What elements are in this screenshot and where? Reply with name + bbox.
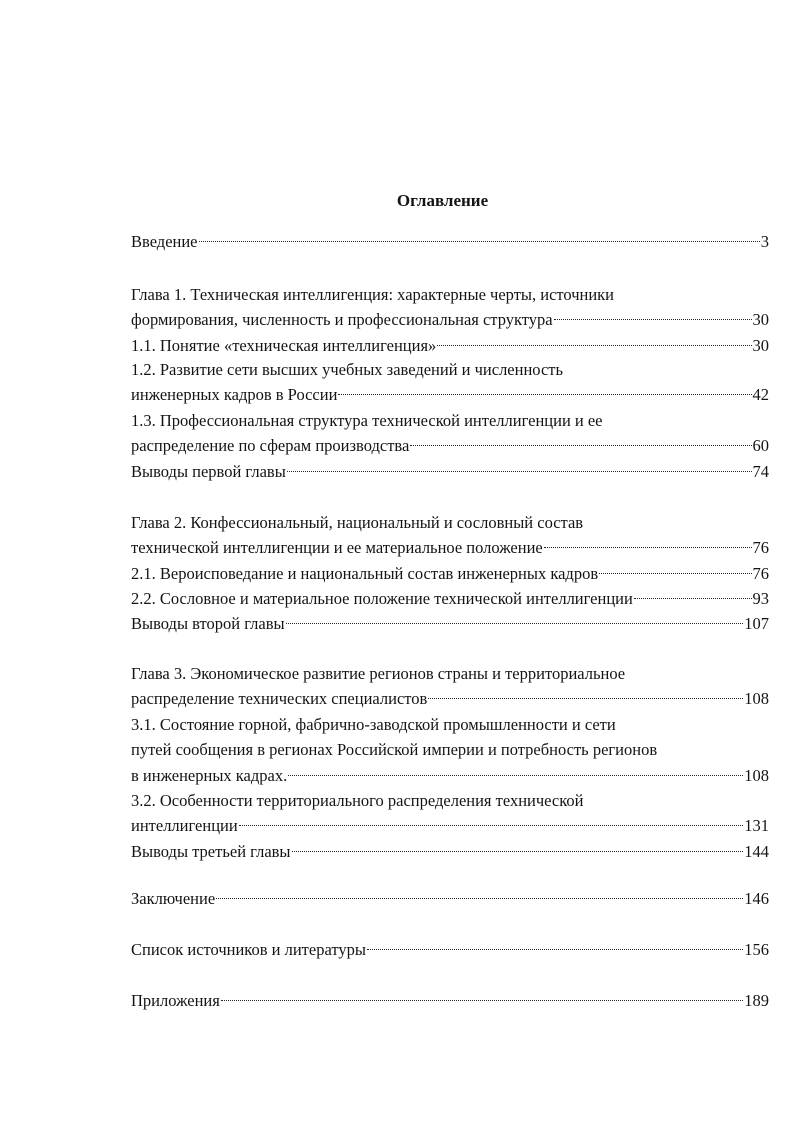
toc-entry-line [131, 433, 769, 458]
dot-leader [286, 623, 744, 624]
toc-entry-text: путей сообщения в регионах Российской империи и потребность регионов [131, 740, 658, 760]
toc-entry [131, 561, 769, 586]
toc-entry-text: в инженерных кадрах. [131, 765, 288, 785]
dot-leader [288, 775, 743, 776]
toc-entry-line [131, 459, 769, 484]
toc-page-number: 76 [752, 564, 769, 583]
toc-page-number: 108 [744, 765, 769, 785]
dot-leader [239, 825, 744, 826]
toc-entry-line [131, 561, 769, 586]
toc-entry-text: формирования, численность и профессиональная структура [131, 310, 553, 330]
toc-entry-line [131, 307, 769, 332]
toc-entry [131, 333, 769, 358]
toc-entry [131, 586, 769, 611]
toc-entry [131, 229, 769, 254]
toc-page-number: 42 [752, 385, 769, 405]
toc-entry [131, 937, 769, 962]
toc-entry-line [131, 661, 769, 686]
toc-entry-line [131, 382, 769, 407]
toc-entry-line [131, 937, 769, 962]
toc-entry-text: инженерных кадров в России [131, 385, 338, 405]
toc-entry [131, 357, 769, 408]
toc-entry-line [131, 988, 769, 1013]
toc-entry [131, 510, 769, 561]
dot-leader [292, 851, 744, 852]
toc-page-number: 131 [744, 816, 769, 836]
dot-leader [287, 471, 752, 472]
toc-page-number: 30 [752, 310, 769, 330]
toc-entry-text: Глава 3. Экономическое развитие регионов страны и территориальное [131, 664, 626, 683]
toc-entry-line [131, 611, 769, 636]
dot-leader [410, 445, 751, 446]
toc-entry-line [131, 712, 769, 737]
toc-entry [131, 408, 769, 459]
toc-entry-text: Заключение [131, 889, 216, 908]
toc-entry-line [131, 229, 769, 254]
toc-entry [131, 661, 769, 712]
toc-entry-text: 3.2. Особенности территориального распределения технической [131, 791, 584, 810]
toc-page-number: 107 [744, 614, 769, 633]
toc-page-number: 30 [752, 336, 769, 355]
toc-page-number: 3 [760, 232, 769, 251]
toc-page-number: 74 [752, 462, 769, 481]
toc-entry-text: распределение технических специалистов [131, 689, 428, 709]
dot-leader [544, 547, 752, 548]
toc-entry-line [131, 282, 769, 307]
toc-entry-text: Приложения [131, 991, 220, 1010]
toc-page-number: 93 [752, 589, 769, 608]
toc-entry-line [131, 535, 769, 560]
toc-entry-text: Глава 1. Техническая интеллигенция: характерные черты, источники [131, 285, 615, 304]
dot-leader [428, 698, 743, 699]
toc-entry-text: 2.2. Сословное и материальное положение технической интеллигенции [131, 589, 633, 608]
toc-entry-text: 1.1. Понятие «техническая интеллигенция» [131, 336, 437, 355]
toc-entry-line [131, 886, 769, 911]
toc-entry-text: Введение [131, 232, 198, 251]
toc-entry [131, 611, 769, 636]
toc-page-number: 156 [744, 940, 769, 959]
toc-entry-line [131, 357, 769, 382]
toc-entry-line [131, 763, 769, 788]
toc-title: Оглавление [396, 191, 489, 210]
toc-page-number: 76 [752, 538, 769, 558]
toc-entry-text: распределение по сферам производства [131, 436, 410, 456]
dot-leader [199, 241, 760, 242]
toc-entry-line [131, 333, 769, 358]
dot-leader [437, 345, 751, 346]
toc-entry [131, 459, 769, 484]
toc-entry-text: Глава 2. Конфессиональный, национальный и сословный состав [131, 513, 584, 532]
dot-leader [599, 573, 751, 574]
toc-entry-line [131, 839, 769, 864]
toc-entry-line [131, 510, 769, 535]
dot-leader [554, 319, 752, 320]
toc-entry-text: 3.1. Состояние горной, фабрично-заводской промышленности и сети [131, 715, 616, 734]
toc-page-number: 60 [752, 436, 769, 456]
toc-entry-text: 1.2. Развитие сети высших учебных заведений и численность [131, 360, 564, 379]
toc-page-number: 146 [744, 889, 769, 908]
toc-entry-text: интеллигенции [131, 816, 238, 836]
dot-leader [221, 1000, 743, 1001]
toc-page-number: 189 [744, 991, 769, 1010]
toc-entry [131, 282, 769, 333]
toc-page-number: 108 [744, 689, 769, 709]
dot-leader [367, 949, 743, 950]
toc-entry [131, 788, 769, 839]
toc-entry-line [131, 788, 769, 813]
toc-entry-text: Список источников и литературы [131, 940, 366, 959]
dot-leader [338, 394, 751, 395]
toc-entry [131, 988, 769, 1013]
toc-entry [131, 886, 769, 911]
toc-entry-text: Выводы второй главы [131, 614, 285, 633]
toc-entry-text: технической интеллигенции и ее материальное положение [131, 538, 543, 558]
toc-entry-text: 1.3. Профессиональная структура технической интеллигенции и ее [131, 411, 603, 430]
toc-entry-text: Выводы третьей главы [131, 842, 291, 861]
toc-entry-text: 2.1. Вероисповедание и национальный состав инженерных кадров [131, 564, 599, 583]
dot-leader [216, 898, 743, 899]
toc-entry [131, 712, 769, 788]
toc-entry-text: Выводы первой главы [131, 462, 286, 481]
dot-leader [634, 598, 752, 599]
toc-entry-line [131, 408, 769, 433]
toc-entry-line [131, 813, 769, 838]
toc-entry-line [131, 686, 769, 711]
toc-page-number: 144 [744, 842, 769, 861]
toc-entry-line [131, 737, 769, 762]
toc-entry [131, 839, 769, 864]
toc-entry-line [131, 586, 769, 611]
